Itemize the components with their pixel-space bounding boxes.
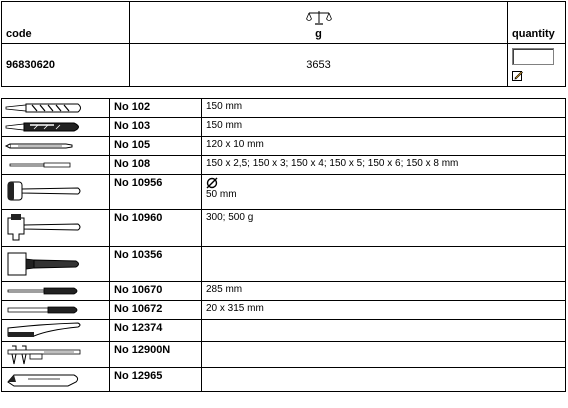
table-row — [2, 175, 566, 210]
scale-icon — [306, 10, 332, 26]
product-code: 96830620 — [6, 59, 55, 71]
table-row — [2, 320, 566, 342]
scraper-icon — [4, 249, 84, 279]
item-spec — [202, 320, 566, 342]
table-row — [2, 210, 566, 247]
table-row — [2, 282, 566, 301]
caliper-icon — [4, 344, 84, 366]
pin-punch-icon — [4, 159, 84, 171]
weight-header — [130, 2, 508, 44]
item-spec: 285 mm — [202, 282, 566, 301]
item-spec — [202, 247, 566, 282]
product-code-cell — [2, 44, 130, 87]
item-number: No 103 — [110, 118, 202, 137]
half-round-file-icon — [4, 121, 84, 133]
table-row — [2, 342, 566, 368]
item-spec — [202, 175, 566, 210]
quantity-input[interactable] — [512, 48, 554, 65]
item-number: No 108 — [110, 156, 202, 175]
components-table — [1, 98, 566, 392]
code-label: code — [6, 28, 32, 40]
table-row — [2, 99, 566, 118]
item-spec-value: 50 mm — [206, 189, 237, 200]
item-number: No 12900N — [110, 342, 202, 368]
hammer-icon — [4, 212, 84, 244]
item-number: No 10956 — [110, 175, 202, 210]
quantity-label: quantity — [512, 28, 555, 40]
wire-brush-icon — [4, 322, 84, 340]
item-spec: 150 mm — [202, 118, 566, 137]
product-weight: 3653 — [306, 59, 331, 71]
mallet-icon — [4, 177, 84, 207]
item-spec: 150 x 2,5; 150 x 3; 150 x 4; 150 x 5; 150 x 6; 150 x 8 mm — [202, 156, 566, 175]
item-spec — [202, 342, 566, 368]
utility-knife-icon — [4, 370, 84, 390]
quantity-header — [508, 2, 566, 44]
item-number: No 12374 — [110, 320, 202, 342]
item-spec — [202, 368, 566, 392]
table-row — [2, 156, 566, 175]
product-header-table — [1, 1, 566, 87]
item-number: No 102 — [110, 99, 202, 118]
item-spec: 20 x 315 mm — [202, 301, 566, 320]
table-row — [2, 137, 566, 156]
file-handle-icon — [4, 304, 84, 316]
product-weight-cell — [130, 44, 508, 87]
table-row — [2, 301, 566, 320]
item-number: No 12965 — [110, 368, 202, 392]
flat-file-icon — [4, 102, 84, 114]
quantity-cell — [508, 44, 566, 87]
edit-pencil-icon[interactable] — [512, 70, 523, 81]
table-row — [2, 247, 566, 282]
screwdriver-icon — [4, 285, 84, 297]
table-row — [2, 368, 566, 392]
item-spec: 300; 500 g — [202, 210, 566, 247]
item-number: No 10960 — [110, 210, 202, 247]
diameter-icon — [206, 177, 218, 189]
item-number: No 10356 — [110, 247, 202, 282]
item-number: No 10670 — [110, 282, 202, 301]
item-spec: 150 mm — [202, 99, 566, 118]
item-number: No 10672 — [110, 301, 202, 320]
item-number: No 105 — [110, 137, 202, 156]
item-spec: 120 x 10 mm — [202, 137, 566, 156]
weight-label: g — [315, 28, 322, 40]
code-header — [2, 2, 130, 44]
chisel-icon — [4, 140, 84, 152]
table-row — [2, 118, 566, 137]
